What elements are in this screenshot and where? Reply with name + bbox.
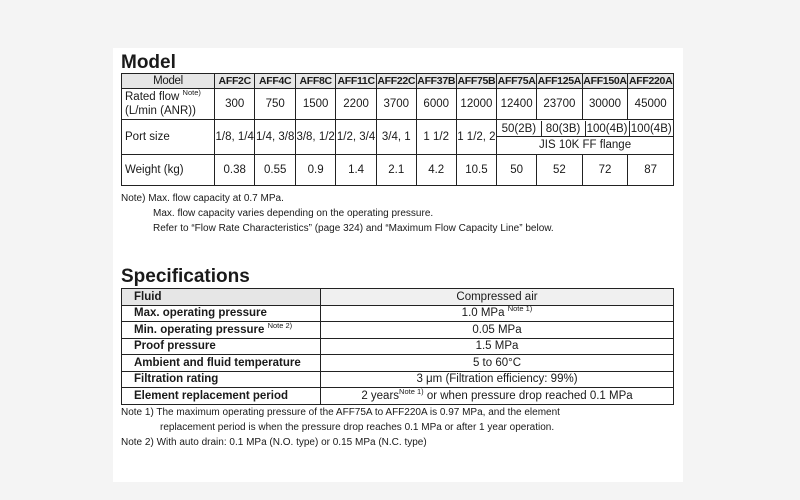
spec-key: Filtration rating xyxy=(122,371,321,388)
spec-key: Ambient and fluid temperature xyxy=(122,355,321,372)
model-header-cell: AFF4C xyxy=(255,74,295,89)
spec-row xyxy=(122,289,674,306)
model-header-cell: AFF125A xyxy=(537,75,582,87)
flange-standard-note: JIS 10K FF flange xyxy=(539,139,632,151)
weight-value: 10.5 xyxy=(456,155,496,186)
port-size-row xyxy=(122,120,674,155)
weight-value: 52 xyxy=(537,155,583,186)
flange-port-value: 80(3B) xyxy=(541,121,585,137)
weight-value: 87 xyxy=(628,155,674,186)
rated-flow-value: 2200 xyxy=(336,89,376,120)
rated-flow-unit: (L/min (ANR)) xyxy=(125,105,196,117)
spec-value: 3 μm (Filtration efficiency: 99%) xyxy=(321,371,674,388)
port-size-value: 1/4, 3/8 xyxy=(255,120,295,155)
weight-row xyxy=(122,155,674,186)
port-size-value: 1/2, 3/4 xyxy=(336,120,376,155)
rated-flow-note-mark: Note) xyxy=(182,88,201,98)
spec-note-mark: Note 1) xyxy=(507,304,533,314)
weight-value: 4.2 xyxy=(416,155,456,186)
spec-note-line: replacement period is when the pressure drop reaches 0.1 MPa or after 1 year operation. xyxy=(160,422,555,433)
model-table xyxy=(121,73,674,186)
model-header-cell: AFF37B xyxy=(417,75,456,87)
model-header-cell: AFF220A xyxy=(628,75,673,87)
spec-value-suffix: or when pressure drop reached 0.1 MPa xyxy=(423,389,633,402)
spec-table xyxy=(121,288,674,405)
rated-flow-row xyxy=(122,89,674,120)
rated-flow-value: 30000 xyxy=(582,89,628,120)
rated-flow-value: 23700 xyxy=(537,89,583,120)
spec-row xyxy=(122,355,674,372)
spec-value: 1.0 MPa xyxy=(461,307,505,320)
spec-value: Compressed air xyxy=(321,289,674,306)
weight-value: 2.1 xyxy=(376,155,416,186)
model-header-cell: AFF8C xyxy=(295,74,335,89)
spec-value: 5 to 60°C xyxy=(321,355,674,372)
spec-note-line: Note 1) The maximum operating pressure of the AFF75A to AFF220A is 0.97 MPa, and the element xyxy=(121,407,560,418)
rated-flow-value: 12000 xyxy=(456,89,496,120)
spec-value: 0.05 MPa xyxy=(321,322,674,339)
weight-value: 50 xyxy=(497,155,537,186)
spec-key: Max. operating pressure xyxy=(122,305,321,322)
rated-flow-value: 6000 xyxy=(416,89,456,120)
catalog-page xyxy=(113,48,683,482)
spec-key: Min. operating pressure xyxy=(134,323,265,336)
model-header-cell: AFF75A xyxy=(497,75,536,87)
spec-note-mark: Note 1) xyxy=(399,386,424,396)
port-size-value: 1 1/2, 2 xyxy=(456,120,496,155)
spec-value-cell xyxy=(321,305,674,322)
model-note-line: Note) Max. flow capacity at 0.7 MPa. xyxy=(121,193,284,204)
port-size-value: 1 1/2 xyxy=(416,120,456,155)
flange-port-value: 50(2B) xyxy=(497,121,541,137)
port-size-value: 1/8, 1/4 xyxy=(215,120,255,155)
rated-flow-label xyxy=(122,89,215,120)
spec-key: Element replacement period xyxy=(122,388,321,405)
rated-flow-value: 12400 xyxy=(497,89,537,120)
rated-flow-value: 1500 xyxy=(295,89,335,120)
rated-flow-value: 3700 xyxy=(376,89,416,120)
flange-port-value: 100(4B) xyxy=(630,122,672,135)
port-size-label: Port size xyxy=(122,120,215,155)
spec-key: Fluid xyxy=(122,289,321,306)
model-header-row xyxy=(122,74,674,89)
weight-value: 0.55 xyxy=(255,155,295,186)
rated-flow-value: 45000 xyxy=(628,89,674,120)
weight-value: 0.38 xyxy=(215,155,255,186)
spec-value-cell xyxy=(321,388,674,405)
spec-value: 2 years xyxy=(361,389,400,402)
flange-subtable xyxy=(497,121,673,153)
rated-flow-label-text: Rated flow xyxy=(125,91,180,103)
spec-key-cell xyxy=(122,322,321,339)
model-note-line: Max. flow capacity varies depending on the operating pressure. xyxy=(153,208,434,219)
flange-port-value: 100(4B) xyxy=(586,122,628,135)
rated-flow-value: 300 xyxy=(215,89,255,120)
flange-port-cell xyxy=(497,120,674,155)
spec-section-title: Specifications xyxy=(121,266,250,287)
spec-value: 1.5 MPa xyxy=(321,338,674,355)
weight-value: 72 xyxy=(582,155,628,186)
model-header-cell: Model xyxy=(122,74,215,89)
spec-row xyxy=(122,338,674,355)
model-header-cell: AFF22C xyxy=(377,75,416,87)
spec-row xyxy=(122,305,674,322)
spec-key: Proof pressure xyxy=(122,338,321,355)
model-header-cell: AFF150A xyxy=(583,75,627,87)
weight-value: 0.9 xyxy=(295,155,335,186)
port-size-value: 3/8, 1/2 xyxy=(295,120,335,155)
spec-note-mark: Note 2) xyxy=(267,320,293,330)
model-header-cell: AFF2C xyxy=(215,74,255,89)
rated-flow-value: 750 xyxy=(255,89,295,120)
model-section-title: Model xyxy=(121,52,176,73)
spec-row xyxy=(122,322,674,339)
weight-value: 1.4 xyxy=(336,155,376,186)
model-header-cell: AFF11C xyxy=(337,75,375,87)
weight-label: Weight (kg) xyxy=(122,155,215,186)
spec-row xyxy=(122,388,674,405)
spec-row xyxy=(122,371,674,388)
port-size-value: 3/4, 1 xyxy=(376,120,416,155)
model-note-line: Refer to “Flow Rate Characteristics” (page 324) and “Maximum Flow Capacity Line” below. xyxy=(153,223,554,234)
model-header-cell: AFF75B xyxy=(457,75,496,87)
spec-note-line: Note 2) With auto drain: 0.1 MPa (N.O. type) or 0.15 MPa (N.C. type) xyxy=(121,437,427,448)
